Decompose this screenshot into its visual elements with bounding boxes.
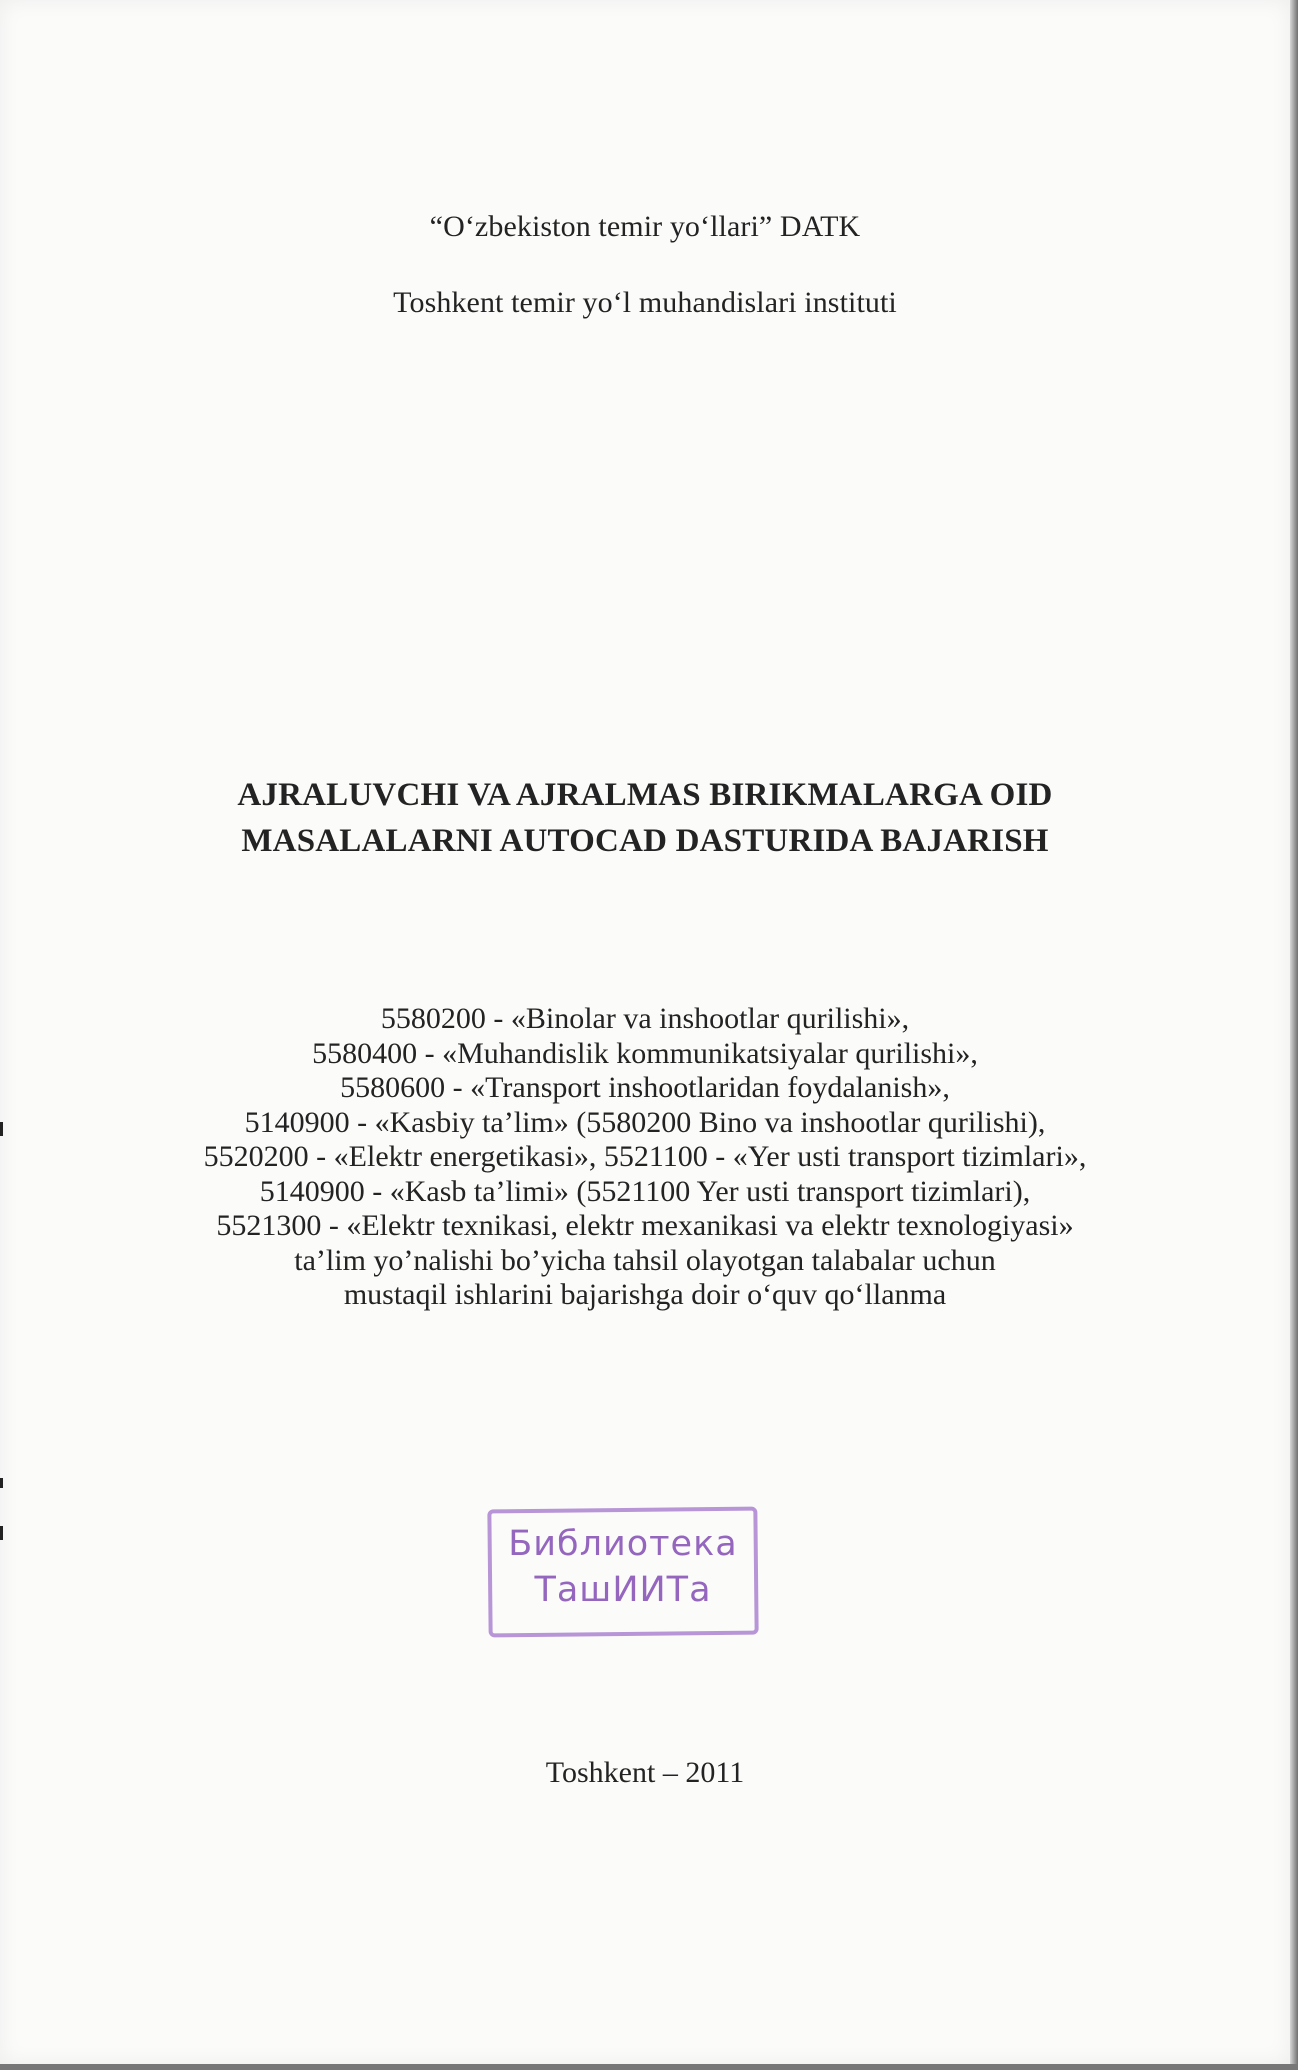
specialty-line: 5580200 - «Binolar va inshootlar qurilishi», bbox=[380, 1002, 910, 1035]
specialties-list bbox=[0, 1002, 1290, 1313]
title-line-1: AJRALUVCHI VA AJRALMAS BIRIKMALARGA OID bbox=[237, 777, 1053, 813]
specialty-line: 5520200 - «Elektr energetikasi», 5521100 - «Yer usti transport tizimlari», bbox=[203, 1140, 1087, 1173]
specialty-line: mustaqil ishlarini bajarishga doir o‘quv qo‘llanma bbox=[343, 1278, 947, 1311]
place-year: Toshkent – 2011 bbox=[545, 1756, 745, 1789]
specialty-line: 5580600 - «Transport inshootlaridan foydalanish», bbox=[340, 1071, 950, 1104]
specialty-line: 5140900 - «Kasb ta’limi» (5521100 Yer usti transport tizimlari), bbox=[259, 1174, 1031, 1208]
specialty-line: ta’lim yo’nalishi bo’yicha tahsil olayotgan talabalar uchun bbox=[294, 1243, 996, 1277]
library-stamp bbox=[488, 1508, 758, 1636]
institute-heading: Toshkent temir yo‘l muhandislari instituti bbox=[393, 286, 897, 319]
scan-bottom-edge bbox=[0, 2064, 1298, 2070]
specialty-line: 5580400 - «Muhandislik kommunikatsiyalar qurilishi», bbox=[312, 1036, 978, 1070]
organization-heading: “O‘zbekiston temir yo‘llari” DATK bbox=[429, 210, 861, 243]
stamp-text bbox=[488, 1521, 758, 1613]
scan-left-mark bbox=[0, 1526, 3, 1540]
scan-edge bbox=[1290, 0, 1298, 2070]
stamp-line-institute: ТашИИТа bbox=[534, 1570, 712, 1610]
specialty-line: 5140900 - «Kasbiy ta’lim» (5580200 Bino va inshootlar qurilishi), bbox=[244, 1105, 1046, 1139]
title-line-2: MASALALARNI AUTOCAD DASTURIDA BAJARISH bbox=[241, 823, 1049, 859]
document-title bbox=[0, 772, 1290, 864]
stamp-line-library: Библиотека bbox=[508, 1524, 738, 1564]
scan-left-mark bbox=[0, 1478, 3, 1488]
specialty-line: 5521300 - «Elektr texnikasi, elektr mexanikasi va elektr texnologiyasi» bbox=[216, 1209, 1074, 1242]
